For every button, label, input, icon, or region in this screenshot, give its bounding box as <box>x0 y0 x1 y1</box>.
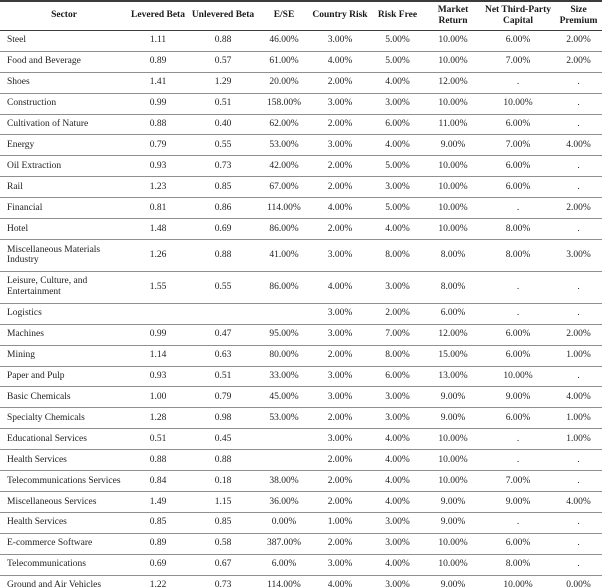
value-cell: 38.00% <box>258 471 310 492</box>
value-cell: . <box>555 554 602 575</box>
value-cell: 6.00% <box>481 324 555 345</box>
value-cell: 0.85 <box>188 512 258 533</box>
value-cell: 33.00% <box>258 366 310 387</box>
value-cell: 2.00% <box>310 450 370 471</box>
value-cell: 3.00% <box>310 30 370 51</box>
value-cell: 4.00% <box>555 387 602 408</box>
column-header-2: Unlevered Beta <box>188 1 258 30</box>
sector-cell: Ground and Air Vehicles <box>0 575 128 588</box>
table-row <box>0 114 602 135</box>
value-cell: 1.49 <box>128 492 188 513</box>
value-cell: 0.47 <box>188 324 258 345</box>
table-row <box>0 303 602 324</box>
value-cell: 41.00% <box>258 240 310 272</box>
sector-cell: Oil Extraction <box>0 156 128 177</box>
table-row <box>0 219 602 240</box>
value-cell: 0.57 <box>188 51 258 72</box>
table-row <box>0 324 602 345</box>
value-cell: 9.00% <box>425 512 481 533</box>
value-cell: 0.18 <box>188 471 258 492</box>
value-cell: . <box>555 93 602 114</box>
value-cell: 8.00% <box>425 240 481 272</box>
value-cell: 6.00% <box>481 177 555 198</box>
value-cell: 4.00% <box>310 51 370 72</box>
value-cell: 0.89 <box>128 533 188 554</box>
value-cell: 7.00% <box>370 324 425 345</box>
value-cell: 3.00% <box>310 366 370 387</box>
value-cell: 4.00% <box>370 450 425 471</box>
value-cell: . <box>555 471 602 492</box>
value-cell: 0.79 <box>128 135 188 156</box>
value-cell <box>258 450 310 471</box>
value-cell: 1.14 <box>128 345 188 366</box>
value-cell: 114.00% <box>258 198 310 219</box>
value-cell: . <box>555 450 602 471</box>
value-cell: 4.00% <box>370 219 425 240</box>
column-header-6: Market Return <box>425 1 481 30</box>
table-row <box>0 271 602 303</box>
value-cell: 0.88 <box>128 114 188 135</box>
table-row <box>0 387 602 408</box>
value-cell: 1.28 <box>128 408 188 429</box>
value-cell: 1.29 <box>188 72 258 93</box>
value-cell: 4.00% <box>310 198 370 219</box>
value-cell: 10.00% <box>425 93 481 114</box>
value-cell: 2.00% <box>555 51 602 72</box>
value-cell: 10.00% <box>425 554 481 575</box>
value-cell: 2.00% <box>555 324 602 345</box>
value-cell: 0.89 <box>128 51 188 72</box>
table-row <box>0 471 602 492</box>
value-cell: 4.00% <box>370 135 425 156</box>
sector-cell: Leisure, Culture, and Entertainment <box>0 271 128 303</box>
value-cell: 10.00% <box>425 156 481 177</box>
value-cell: 6.00% <box>481 533 555 554</box>
value-cell: 9.00% <box>425 387 481 408</box>
value-cell: 0.79 <box>188 387 258 408</box>
value-cell: 2.00% <box>370 303 425 324</box>
value-cell: 62.00% <box>258 114 310 135</box>
value-cell: 8.00% <box>370 345 425 366</box>
value-cell: 1.26 <box>128 240 188 272</box>
value-cell: 1.23 <box>128 177 188 198</box>
value-cell: 1.11 <box>128 30 188 51</box>
column-header-0: Sector <box>0 1 128 30</box>
value-cell: 10.00% <box>425 177 481 198</box>
value-cell: 6.00% <box>481 114 555 135</box>
column-header-1: Levered Beta <box>128 1 188 30</box>
value-cell: 4.00% <box>370 471 425 492</box>
value-cell: 12.00% <box>425 72 481 93</box>
sector-cell: Steel <box>0 30 128 51</box>
sector-cell: Miscellaneous Materials Industry <box>0 240 128 272</box>
table-row <box>0 554 602 575</box>
table-row <box>0 198 602 219</box>
value-cell: 3.00% <box>370 387 425 408</box>
sector-cell: Construction <box>0 93 128 114</box>
value-cell: 5.00% <box>370 51 425 72</box>
sector-cell: Hotel <box>0 219 128 240</box>
value-cell: 86.00% <box>258 271 310 303</box>
value-cell: 0.84 <box>128 471 188 492</box>
value-cell: 0.40 <box>188 114 258 135</box>
value-cell <box>258 429 310 450</box>
value-cell: 1.00% <box>310 512 370 533</box>
value-cell: 4.00% <box>310 575 370 588</box>
table-row <box>0 30 602 51</box>
column-header-8: Size Premium <box>555 1 602 30</box>
value-cell: 8.00% <box>481 554 555 575</box>
sector-cell: E-commerce Software <box>0 533 128 554</box>
value-cell: 3.00% <box>310 324 370 345</box>
value-cell: 7.00% <box>481 135 555 156</box>
table-row <box>0 135 602 156</box>
value-cell: . <box>481 429 555 450</box>
value-cell: 45.00% <box>258 387 310 408</box>
value-cell: 387.00% <box>258 533 310 554</box>
table-row <box>0 240 602 272</box>
value-cell: 0.88 <box>188 450 258 471</box>
value-cell: 1.00% <box>555 408 602 429</box>
value-cell: 20.00% <box>258 72 310 93</box>
sector-cell: Logistics <box>0 303 128 324</box>
value-cell: 7.00% <box>481 51 555 72</box>
sector-cell: Specialty Chemicals <box>0 408 128 429</box>
table-body <box>0 30 602 588</box>
value-cell: 0.81 <box>128 198 188 219</box>
sector-cell: Mining <box>0 345 128 366</box>
value-cell: 0.69 <box>188 219 258 240</box>
table-row <box>0 366 602 387</box>
value-cell: 6.00% <box>481 156 555 177</box>
value-cell: 0.51 <box>188 93 258 114</box>
value-cell: 0.93 <box>128 156 188 177</box>
value-cell: 0.63 <box>188 345 258 366</box>
table-row <box>0 345 602 366</box>
sector-cell: Health Services <box>0 450 128 471</box>
value-cell: 1.22 <box>128 575 188 588</box>
value-cell: 7.00% <box>481 471 555 492</box>
value-cell: 0.58 <box>188 533 258 554</box>
value-cell: 9.00% <box>481 492 555 513</box>
value-cell: 10.00% <box>425 219 481 240</box>
value-cell: 11.00% <box>425 114 481 135</box>
sector-cell: Financial <box>0 198 128 219</box>
table-row <box>0 429 602 450</box>
value-cell: 0.45 <box>188 429 258 450</box>
value-cell: 61.00% <box>258 51 310 72</box>
value-cell: 12.00% <box>425 324 481 345</box>
value-cell: . <box>555 72 602 93</box>
value-cell: 0.51 <box>128 429 188 450</box>
value-cell: 3.00% <box>370 93 425 114</box>
value-cell: 2.00% <box>555 198 602 219</box>
sector-cell: Cultivation of Nature <box>0 114 128 135</box>
column-header-4: Country Risk <box>310 1 370 30</box>
value-cell: 2.00% <box>310 533 370 554</box>
value-cell: 10.00% <box>425 198 481 219</box>
value-cell: 3.00% <box>310 240 370 272</box>
value-cell: 67.00% <box>258 177 310 198</box>
value-cell: 4.00% <box>370 554 425 575</box>
value-cell: 0.67 <box>188 554 258 575</box>
value-cell: 2.00% <box>310 219 370 240</box>
value-cell: 4.00% <box>310 271 370 303</box>
value-cell: 0.99 <box>128 93 188 114</box>
sector-cell: Miscellaneous Services <box>0 492 128 513</box>
value-cell: 3.00% <box>310 429 370 450</box>
value-cell: 3.00% <box>370 512 425 533</box>
sector-cell: Shoes <box>0 72 128 93</box>
value-cell: 2.00% <box>555 30 602 51</box>
value-cell: 4.00% <box>555 135 602 156</box>
sector-cell: Paper and Pulp <box>0 366 128 387</box>
value-cell: 4.00% <box>370 429 425 450</box>
value-cell: 2.00% <box>310 471 370 492</box>
value-cell: 114.00% <box>258 575 310 588</box>
value-cell: 6.00% <box>481 30 555 51</box>
value-cell: 3.00% <box>370 408 425 429</box>
value-cell: 0.88 <box>188 240 258 272</box>
table-header <box>0 1 602 30</box>
value-cell: 0.88 <box>188 30 258 51</box>
value-cell: 10.00% <box>481 93 555 114</box>
value-cell: 2.00% <box>310 492 370 513</box>
value-cell: 0.93 <box>128 366 188 387</box>
value-cell: . <box>555 366 602 387</box>
value-cell: 53.00% <box>258 135 310 156</box>
value-cell: 10.00% <box>481 366 555 387</box>
value-cell: 0.86 <box>188 198 258 219</box>
value-cell: 10.00% <box>481 575 555 588</box>
value-cell: . <box>555 156 602 177</box>
value-cell: . <box>481 271 555 303</box>
value-cell: 158.00% <box>258 93 310 114</box>
value-cell: 1.00% <box>555 429 602 450</box>
value-cell: 5.00% <box>370 156 425 177</box>
table-row <box>0 72 602 93</box>
value-cell: 0.73 <box>188 156 258 177</box>
value-cell: 4.00% <box>370 72 425 93</box>
value-cell: 3.00% <box>370 533 425 554</box>
value-cell: 10.00% <box>425 30 481 51</box>
value-cell: . <box>481 198 555 219</box>
sector-cell: Rail <box>0 177 128 198</box>
table-row <box>0 156 602 177</box>
value-cell: 1.00 <box>128 387 188 408</box>
value-cell: 0.99 <box>128 324 188 345</box>
value-cell: 13.00% <box>425 366 481 387</box>
value-cell: 2.00% <box>310 72 370 93</box>
value-cell: 0.51 <box>188 366 258 387</box>
value-cell: 3.00% <box>310 93 370 114</box>
table-row <box>0 93 602 114</box>
value-cell: 8.00% <box>481 240 555 272</box>
value-cell: 3.00% <box>310 554 370 575</box>
value-cell: 8.00% <box>425 271 481 303</box>
value-cell <box>128 303 188 324</box>
sector-cell: Food and Beverage <box>0 51 128 72</box>
value-cell: 6.00% <box>481 345 555 366</box>
value-cell: 1.55 <box>128 271 188 303</box>
table-row <box>0 177 602 198</box>
value-cell: 95.00% <box>258 324 310 345</box>
value-cell: 0.00% <box>258 512 310 533</box>
value-cell: . <box>555 271 602 303</box>
table-row <box>0 408 602 429</box>
value-cell: 6.00% <box>425 303 481 324</box>
value-cell: 6.00% <box>481 408 555 429</box>
value-cell: 9.00% <box>425 575 481 588</box>
value-cell: 0.69 <box>128 554 188 575</box>
value-cell: 0.00% <box>555 575 602 588</box>
value-cell: 0.55 <box>188 135 258 156</box>
value-cell: 5.00% <box>370 30 425 51</box>
sector-cell: Machines <box>0 324 128 345</box>
value-cell: 2.00% <box>310 345 370 366</box>
value-cell: 3.00% <box>310 135 370 156</box>
value-cell: 3.00% <box>370 271 425 303</box>
sector-cell: Educational Services <box>0 429 128 450</box>
table-row <box>0 512 602 533</box>
value-cell: 0.55 <box>188 271 258 303</box>
value-cell: 2.00% <box>310 408 370 429</box>
table-header-row <box>0 1 602 30</box>
value-cell: 1.41 <box>128 72 188 93</box>
sector-cell: Telecommunications Services <box>0 471 128 492</box>
sector-cell: Health Services <box>0 512 128 533</box>
value-cell: . <box>481 512 555 533</box>
value-cell: . <box>555 303 602 324</box>
value-cell: 10.00% <box>425 471 481 492</box>
value-cell: 3.00% <box>370 575 425 588</box>
value-cell: 8.00% <box>481 219 555 240</box>
sector-cell: Basic Chemicals <box>0 387 128 408</box>
value-cell: 9.00% <box>481 387 555 408</box>
column-header-3: E/SE <box>258 1 310 30</box>
table-row <box>0 575 602 588</box>
value-cell: 53.00% <box>258 408 310 429</box>
value-cell: 0.85 <box>128 512 188 533</box>
value-cell: 15.00% <box>425 345 481 366</box>
value-cell: 10.00% <box>425 533 481 554</box>
value-cell: . <box>555 219 602 240</box>
column-header-7: Net Third-Party Capital <box>481 1 555 30</box>
value-cell: 3.00% <box>310 303 370 324</box>
value-cell: 8.00% <box>370 240 425 272</box>
value-cell: 0.73 <box>188 575 258 588</box>
sector-cell: Energy <box>0 135 128 156</box>
table-row <box>0 533 602 554</box>
value-cell: 9.00% <box>425 492 481 513</box>
value-cell: 2.00% <box>310 156 370 177</box>
table-row <box>0 492 602 513</box>
value-cell: 0.98 <box>188 408 258 429</box>
table-row <box>0 450 602 471</box>
value-cell: 2.00% <box>310 177 370 198</box>
value-cell: 10.00% <box>425 51 481 72</box>
value-cell: 5.00% <box>370 198 425 219</box>
value-cell: 10.00% <box>425 429 481 450</box>
column-header-5: Risk Free <box>370 1 425 30</box>
value-cell: 1.00% <box>555 345 602 366</box>
value-cell: 6.00% <box>370 366 425 387</box>
sector-cell: Telecommunications <box>0 554 128 575</box>
value-cell: . <box>555 512 602 533</box>
value-cell: 36.00% <box>258 492 310 513</box>
value-cell: 80.00% <box>258 345 310 366</box>
value-cell: 4.00% <box>370 492 425 513</box>
value-cell <box>188 303 258 324</box>
value-cell: 3.00% <box>555 240 602 272</box>
value-cell: 10.00% <box>425 450 481 471</box>
value-cell: 9.00% <box>425 135 481 156</box>
value-cell: . <box>481 72 555 93</box>
value-cell: 3.00% <box>310 387 370 408</box>
value-cell: 1.15 <box>188 492 258 513</box>
table-row <box>0 51 602 72</box>
value-cell: 0.88 <box>128 450 188 471</box>
value-cell: . <box>555 533 602 554</box>
value-cell: . <box>555 114 602 135</box>
value-cell: 46.00% <box>258 30 310 51</box>
value-cell: 3.00% <box>370 177 425 198</box>
value-cell: 42.00% <box>258 156 310 177</box>
value-cell: 9.00% <box>425 408 481 429</box>
value-cell: 0.85 <box>188 177 258 198</box>
value-cell: . <box>481 450 555 471</box>
value-cell: 1.48 <box>128 219 188 240</box>
value-cell <box>258 303 310 324</box>
value-cell: 2.00% <box>310 114 370 135</box>
value-cell: . <box>481 303 555 324</box>
value-cell: 86.00% <box>258 219 310 240</box>
value-cell: 4.00% <box>555 492 602 513</box>
value-cell: 6.00% <box>258 554 310 575</box>
value-cell: 6.00% <box>370 114 425 135</box>
value-cell: . <box>555 177 602 198</box>
